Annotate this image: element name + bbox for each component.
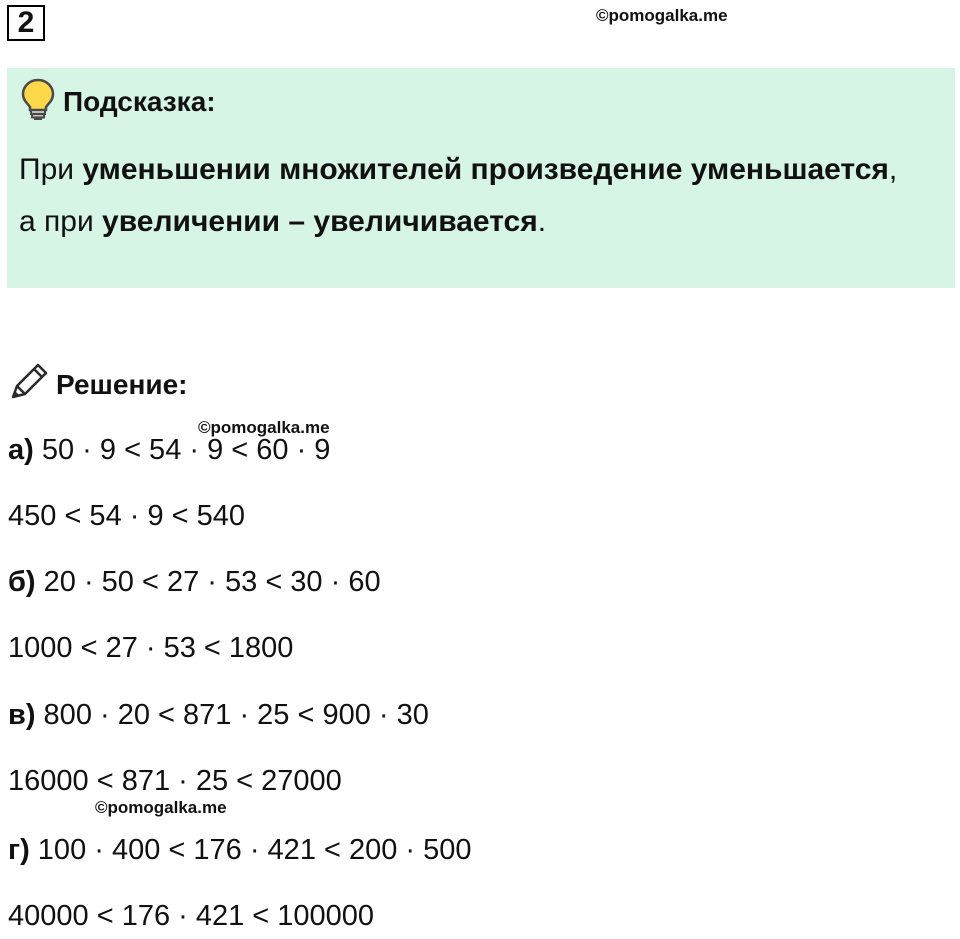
solution-line	[8, 500, 245, 533]
watermark: ©pomogalka.me	[596, 6, 728, 25]
item-label: в)	[8, 699, 36, 731]
solution-line	[8, 434, 330, 467]
hint-text-part: , а при	[19, 153, 898, 238]
task-number: 2	[7, 5, 45, 41]
solution-title-text: Решение:	[56, 368, 188, 400]
solution-line	[8, 566, 381, 599]
solution-line	[8, 765, 342, 798]
item-expression: 16000 < 871 · 25 < 27000	[8, 765, 342, 797]
item-expression: 450 < 54 · 9 < 540	[8, 500, 246, 532]
hint-box	[7, 68, 955, 288]
watermark: ©pomogalka.me	[198, 418, 330, 437]
hint-text	[19, 144, 919, 248]
item-expression: 40000 < 176 · 421 < 100000	[8, 900, 375, 932]
item-expression: 1000 < 27 · 53 < 1800	[8, 632, 294, 664]
item-label: г)	[8, 834, 30, 866]
item-label: б)	[8, 566, 36, 598]
hint-text-part-bold: увеличении – увеличивается	[102, 205, 538, 238]
hint-text-part: При	[19, 153, 83, 186]
item-expression: 100 · 400 < 176 · 421 < 200 · 500	[29, 834, 472, 866]
solution-line	[8, 699, 429, 732]
hint-text-part: .	[537, 205, 547, 238]
lightbulb-icon	[21, 78, 55, 125]
solution-line	[8, 900, 374, 933]
item-expression: 20 · 50 < 27 · 53 < 30 · 60	[35, 566, 381, 598]
item-expression: 50 · 9 < 54 · 9 < 60 · 9	[33, 434, 331, 466]
hint-title-text: Подсказка:	[63, 85, 216, 117]
watermark: ©pomogalka.me	[95, 798, 227, 817]
solution-line	[8, 632, 293, 665]
solution-title	[8, 362, 187, 407]
item-label: а)	[8, 434, 34, 466]
solution-line	[8, 834, 472, 867]
pencil-icon	[8, 362, 50, 407]
hint-text-part-bold: уменьшении множителей произведение уменьшается	[82, 153, 889, 186]
hint-title	[21, 78, 216, 125]
item-expression: 800 · 20 < 871 · 25 < 900 · 30	[35, 699, 429, 731]
